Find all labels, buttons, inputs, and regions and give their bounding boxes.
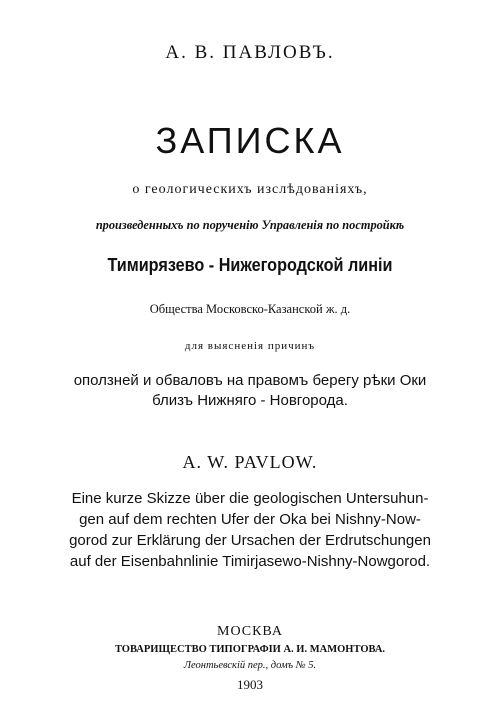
imprint-printer: ТОВАРИЩЕСТВО ТИПОГРАФІИ А. И. МАМОНТОВА.	[114, 644, 386, 655]
german-summary-line-1: Eine kurze Skizze über die geologischen Untersuhun-	[71, 490, 429, 507]
author-name-german: A. W. PAVLOW.	[182, 452, 318, 472]
author-name-russian: А. В. ПАВЛОВЪ.	[165, 42, 335, 63]
subtitle-line-5: для выясненія причинъ	[184, 340, 316, 352]
german-summary-line-2: gen auf dem rechten Ufer der Oka bei Nishny-Now-	[79, 511, 421, 528]
subtitle-line-7: близъ Нижняго - Новгорода.	[152, 392, 348, 409]
subtitle-line-2: произведенныхъ по порученію Управленія по постройкѣ	[95, 217, 405, 232]
document-title: ЗАПИСКА	[155, 120, 345, 161]
subtitle-line-6: оползней и обваловъ на правомъ берегу рѣки Оки	[73, 372, 427, 389]
imprint-year: 1903	[237, 677, 263, 692]
german-summary-line-4: auf der Eisenbahnlinie Timirjasewo-Nishny-Nowgorod.	[69, 553, 431, 570]
german-summary-line-3: gorod zur Erklärung der Ursachen der Erdrutschungen	[69, 532, 431, 549]
imprint-address: Леонтьевскій пер., домъ № 5.	[183, 660, 317, 671]
imprint-city: МОСКВА	[217, 624, 283, 639]
subtitle-line-3: Тимирязево - Нижегородской линіи	[107, 255, 393, 275]
subtitle-line-1: о геологическихъ изслѣдованіяхъ,	[132, 182, 368, 197]
subtitle-line-4: Общества Московско-Казанской ж. д.	[149, 302, 351, 316]
